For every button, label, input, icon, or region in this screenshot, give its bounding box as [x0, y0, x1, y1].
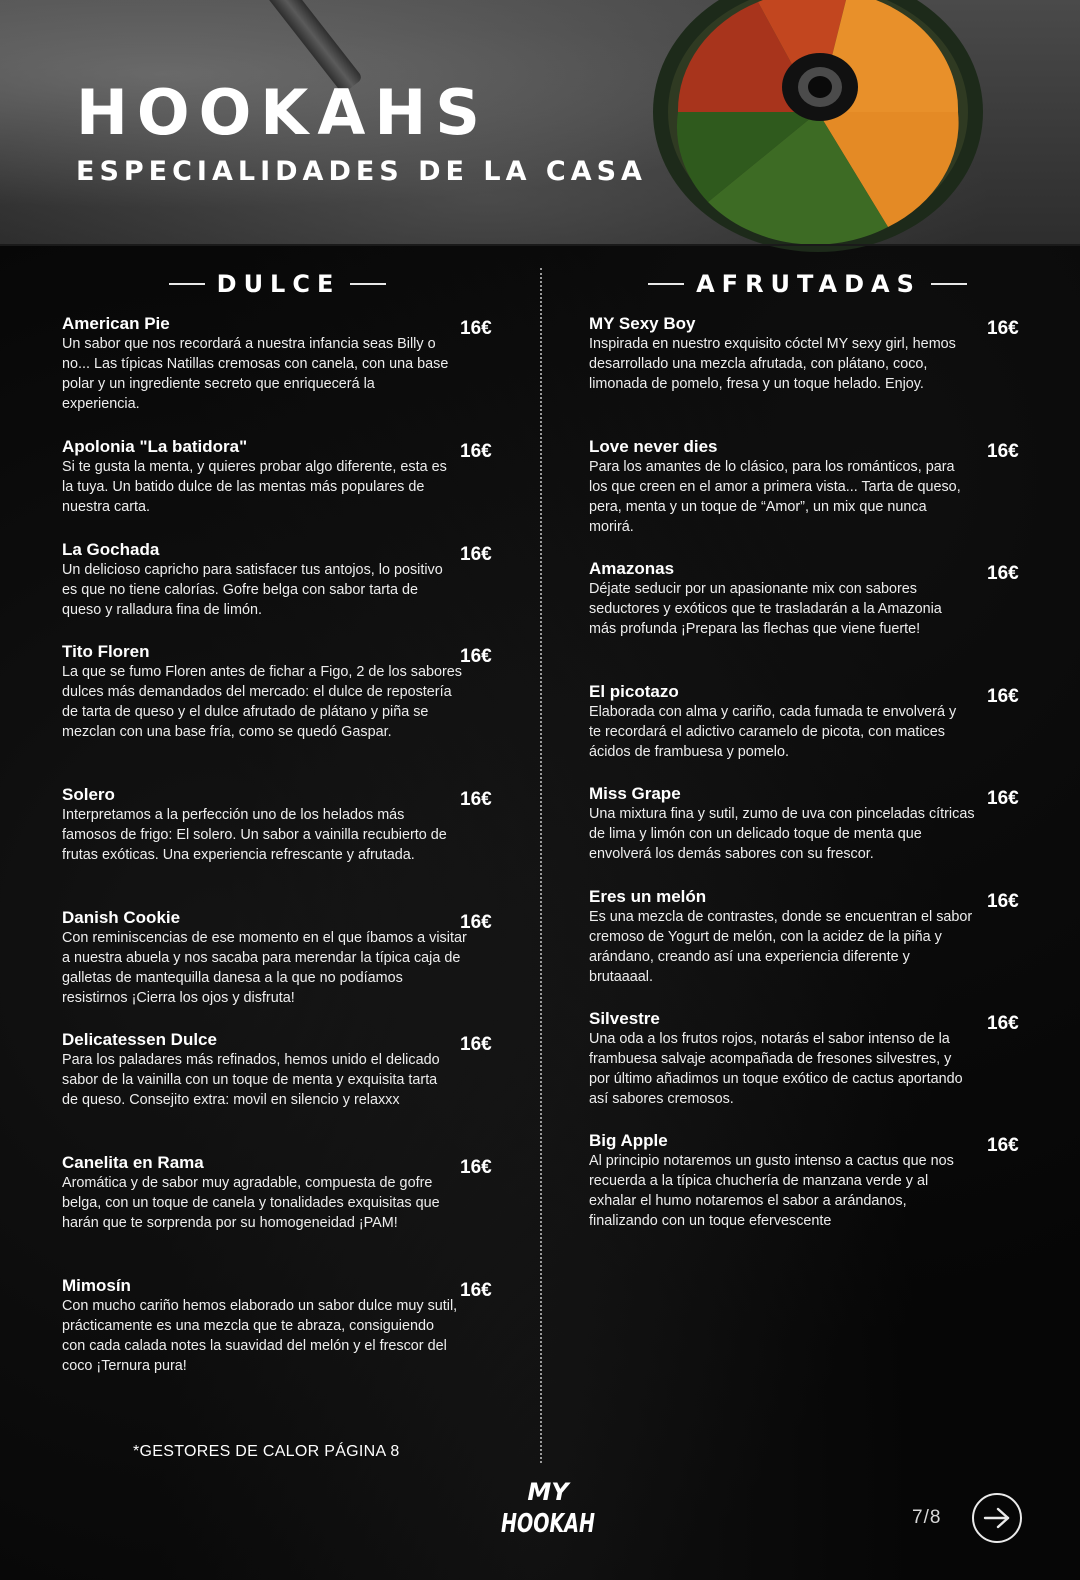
heading-dash — [169, 283, 205, 285]
item-name: Apolonia "La batidora" — [62, 437, 248, 456]
item-name: El picotazo — [589, 682, 679, 701]
item-name: Mimosín — [62, 1276, 131, 1295]
item-name: La Gochada — [62, 540, 160, 559]
logo-bottom-text: HOOKAH — [501, 1509, 596, 1539]
item-price: 16€ — [987, 1013, 1019, 1034]
menu-item — [62, 642, 542, 742]
item-description: Para los paladares más refinados, hemos unido el delicado sabor de la vainilla con un toque de menta y exquisita tarta de queso. Consejito extra: movil en silencio y relaxxx — [62, 1052, 440, 1108]
item-description: Es una mezcla de contrastes, donde se encuentran el sabor cremoso de Yogurt de melón, con la acidez de la piña y arándano, creando así una experiencia diferente y brutaaaal. — [589, 909, 973, 985]
menu-item — [589, 784, 1049, 864]
menu-item — [589, 1009, 1049, 1109]
item-price: 16€ — [460, 544, 492, 565]
page-indicator: 7/8 — [912, 1507, 942, 1528]
item-name: Danish Cookie — [62, 908, 181, 927]
item-description: Elaborada con alma y cariño, cada fumada te envolverá y te recordará el adictivo caramelo de picota, con matices ácidos de frambuesa y pomelo. — [589, 704, 957, 760]
hookah-bowl-image — [648, 0, 988, 252]
header-banner — [0, 0, 1080, 246]
item-name: Amazonas — [589, 559, 675, 578]
item-name: Solero — [62, 785, 115, 804]
item-description: Si te gusta la menta, y quieres probar algo diferente, esta es la tuya. Un batido dulce de las mentas más populares de nuestra carta. — [62, 459, 447, 515]
item-price: 16€ — [460, 1157, 492, 1178]
menu-item — [589, 1131, 1049, 1231]
menu-item — [62, 1030, 542, 1110]
menu-item — [62, 785, 542, 865]
item-description: Aromática y de sabor muy agradable, compuesta de gofre belga, con un toque de canela y tonalidades exquisitas que harán que te sorprenda por su homogeneidad ¡PAM! — [62, 1175, 440, 1231]
item-price: 16€ — [987, 318, 1019, 339]
item-description: Interpretamos a la perfección uno de los helados más famosos de frigo: El solero. Un sabor a vainilla recubierto de frutas exóticas. Una experiencia refrescante y afrutada. — [62, 807, 447, 863]
item-name: Delicatessen Dulce — [62, 1030, 217, 1049]
heading-dash — [350, 283, 386, 285]
item-description: Inspirada en nuestro exquisito cóctel MY sexy girl, hemos desarrollado una mezcla afrutada, con plátano, coco, limonada de pomelo, fresa y un toque helado. Enjoy. — [589, 336, 956, 392]
item-name: MY Sexy Boy — [589, 314, 696, 333]
item-price: 16€ — [987, 686, 1019, 707]
section-title-dulce: DULCE — [216, 270, 341, 298]
item-name: Miss Grape — [589, 784, 681, 803]
menu-item — [589, 314, 1049, 394]
item-description: Con reminiscencias de ese momento en el que íbamos a visitar a nuestra abuela y nos sacaba para merendar la típica caja de galletas de mantequilla danesa a la que no podíamos resistirnos ¡Cierra los ojos y disfruta! — [62, 930, 467, 1006]
item-price: 16€ — [987, 788, 1019, 809]
menu-item — [62, 540, 542, 620]
menu-item — [62, 908, 542, 1008]
item-description: La que se fumo Floren antes de fichar a Figo, 2 de los sabores dulces más demandados del mercado: el dulce de repostería de tarta de queso y el dulce afrutado de plátano y piña se mezclan con una base fría, como se quedó Gaspar. — [62, 664, 462, 740]
item-description: Al principio notaremos un gusto intenso a cactus que nos recuerda a la típica chuchería de manzana verde y al exhalar el humo notaremos el sabor a arándanos, finalizando con un toque efervescente — [589, 1153, 954, 1229]
item-name: Love never dies — [589, 437, 718, 456]
menu-item — [62, 1153, 542, 1233]
item-name: Canelita en Rama — [62, 1153, 204, 1172]
item-name: American Pie — [62, 314, 170, 333]
item-description: Un delicioso capricho para satisfacer tus antojos, lo positivo es que no tiene calorías. Gofre belga con sabor tarta de queso y ralladura fina de limón. — [62, 562, 443, 618]
item-description: Para los amantes de lo clásico, para los románticos, para los que creen en el amor a primera vista... Tarta de queso, pera, menta y un toque de “Amor”, un mix que nunca morirá. — [589, 459, 961, 535]
page-subtitle: ESPECIALIDADES DE LA CASA — [76, 156, 647, 187]
item-price: 16€ — [460, 318, 492, 339]
item-name: Silvestre — [589, 1009, 660, 1028]
menu-item — [589, 559, 1049, 639]
item-description: Una mixtura fina y sutil, zumo de uva con pinceladas cítricas de lima y limón con un delicado toque de menta que envolverá los demás sabores con su frescor. — [589, 806, 975, 862]
section-title-afrutadas: AFRUTADAS — [696, 270, 921, 298]
item-price: 16€ — [460, 646, 492, 667]
menu-item — [62, 437, 542, 517]
next-page-button[interactable] — [972, 1493, 1022, 1543]
item-price: 16€ — [987, 441, 1019, 462]
arrow-right-icon — [982, 1506, 1012, 1530]
item-name: Big Apple — [589, 1131, 668, 1150]
item-price: 16€ — [987, 563, 1019, 584]
menu-item — [589, 682, 1049, 762]
section-heading-dulce — [165, 270, 390, 298]
menu-item — [589, 887, 1049, 987]
item-price: 16€ — [460, 1280, 492, 1301]
menu-item — [589, 437, 1049, 537]
item-price: 16€ — [460, 441, 492, 462]
my-hookah-logo — [498, 1478, 598, 1552]
item-name: Tito Floren — [62, 642, 150, 661]
item-name: Eres un melón — [589, 887, 707, 906]
menu-item — [62, 1276, 542, 1376]
item-price: 16€ — [987, 1135, 1019, 1156]
heading-dash — [931, 283, 967, 285]
heading-dash — [648, 283, 684, 285]
item-description: Con mucho cariño hemos elaborado un sabor dulce muy sutil, prácticamente es una mezcla que te abraza, consiguiendo con cada calada notes la suavidad del melón y el frescor del coco ¡Ternura pura! — [62, 1298, 458, 1374]
item-description: Una oda a los frutos rojos, notarás el sabor intenso de la frambuesa salvaje acompañada de fresones silvestres, y por último añadimos un toque exótico de cactus aportando así sabores cremosos. — [589, 1031, 963, 1107]
item-description: Un sabor que nos recordará a nuestra infancia seas Billy o no... Las típicas Natillas cremosas con canela, con una base polar y un ingrediente secreto que enriquecerá la experiencia. — [62, 336, 449, 412]
item-price: 16€ — [460, 789, 492, 810]
footnote: *GESTORES DE CALOR PÁGINA 8 — [133, 1443, 400, 1460]
logo-top-text: MY — [527, 1478, 569, 1506]
section-heading-afrutadas — [630, 270, 985, 298]
item-price: 16€ — [460, 1034, 492, 1055]
item-price: 16€ — [460, 912, 492, 933]
item-price: 16€ — [987, 891, 1019, 912]
menu-item — [62, 314, 542, 414]
item-description: Déjate seducir por un apasionante mix con sabores seductores y exóticos que te trasladarán a la Amazonia más profunda ¡Prepara las flechas que viene fuerte! — [589, 581, 942, 637]
page-title: HOOKAHS — [76, 76, 489, 149]
